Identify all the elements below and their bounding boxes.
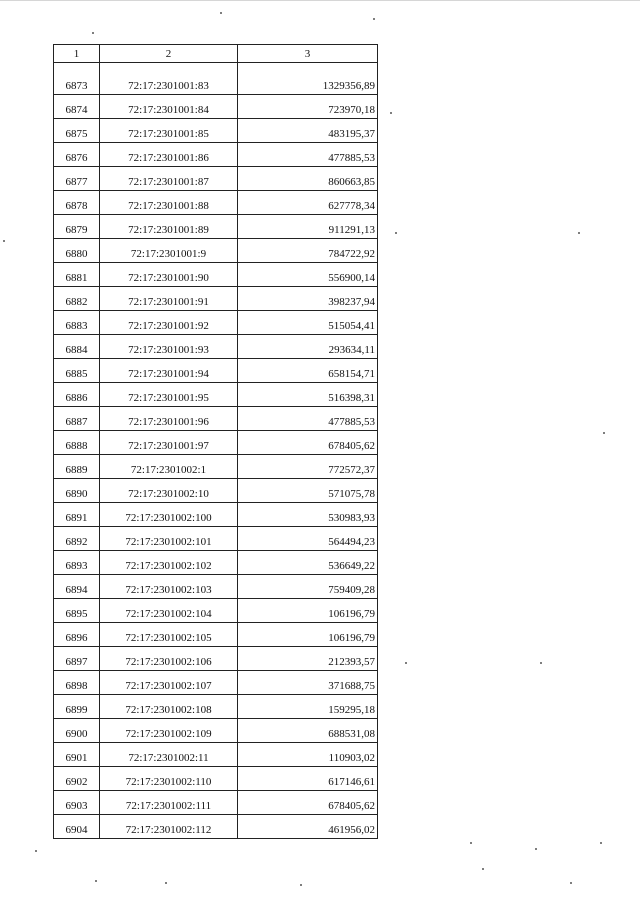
cadastral-number: 72:17:2301001:87 [100,167,238,191]
row-number: 6878 [54,191,100,215]
table-row [54,359,378,383]
cadastral-number: 72:17:2301001:90 [100,263,238,287]
table-row [54,287,378,311]
cadastral-number: 72:17:2301002:10 [100,479,238,503]
scan-speck [220,12,222,14]
table-row [54,143,378,167]
scan-speck [540,662,542,664]
cadastral-value: 556900,14 [238,263,378,287]
cadastral-number: 72:17:2301001:85 [100,119,238,143]
table-row [54,671,378,695]
row-number: 6885 [54,359,100,383]
scan-speck [603,432,605,434]
scan-speck [95,880,97,882]
cadastral-value: 723970,18 [238,95,378,119]
scan-speck [578,232,580,234]
table-row [54,167,378,191]
cadastral-value: 515054,41 [238,311,378,335]
cadastral-number: 72:17:2301001:86 [100,143,238,167]
row-number: 6904 [54,815,100,839]
table-row [54,503,378,527]
cadastral-value: 772572,37 [238,455,378,479]
cadastral-number: 72:17:2301001:9 [100,239,238,263]
scan-speck [395,232,397,234]
table-row [54,215,378,239]
cadastral-number: 72:17:2301002:103 [100,575,238,599]
scan-speck [482,868,484,870]
table-row [54,431,378,455]
scan-speck [470,842,472,844]
row-number: 6884 [54,335,100,359]
row-number: 6892 [54,527,100,551]
cadastral-number: 72:17:2301001:94 [100,359,238,383]
row-number: 6897 [54,647,100,671]
cadastral-number: 72:17:2301002:112 [100,815,238,839]
cadastral-number: 72:17:2301002:101 [100,527,238,551]
table-row [54,335,378,359]
row-number: 6876 [54,143,100,167]
scan-speck [600,842,602,844]
row-number: 6883 [54,311,100,335]
cadastral-number: 72:17:2301002:111 [100,791,238,815]
cadastral-value: 483195,37 [238,119,378,143]
cadastral-value: 159295,18 [238,695,378,719]
row-number: 6886 [54,383,100,407]
cadastral-value: 106196,79 [238,623,378,647]
cadastral-value: 627778,34 [238,191,378,215]
row-number: 6899 [54,695,100,719]
cadastral-number: 72:17:2301002:11 [100,743,238,767]
table-row [54,743,378,767]
cadastral-value: 564494,23 [238,527,378,551]
cadastral-number: 72:17:2301001:96 [100,407,238,431]
table-row [54,191,378,215]
table-header-row [54,45,378,63]
row-number: 6873 [54,63,100,95]
cadastral-number: 72:17:2301001:95 [100,383,238,407]
cadastral-value: 759409,28 [238,575,378,599]
table-row [54,383,378,407]
table-row [54,95,378,119]
table-row [54,551,378,575]
cadastral-value: 688531,08 [238,719,378,743]
cadastral-value: 398237,94 [238,287,378,311]
cadastral-value: 571075,78 [238,479,378,503]
row-number: 6879 [54,215,100,239]
cadastral-number: 72:17:2301001:83 [100,63,238,95]
table-row [54,719,378,743]
table-row [54,479,378,503]
table-row [54,791,378,815]
table-row [54,311,378,335]
row-number: 6896 [54,623,100,647]
table-row [54,767,378,791]
row-number: 6888 [54,431,100,455]
cadastral-value: 110903,02 [238,743,378,767]
column-header-cadastral-number: 2 [100,45,238,63]
cadastral-value: 784722,92 [238,239,378,263]
row-number: 6875 [54,119,100,143]
row-number: 6881 [54,263,100,287]
table-row [54,647,378,671]
table-row [54,623,378,647]
row-number: 6895 [54,599,100,623]
row-number: 6903 [54,791,100,815]
table-row [54,407,378,431]
cadastral-number: 72:17:2301002:1 [100,455,238,479]
column-header-value: 3 [238,45,378,63]
table-row [54,455,378,479]
row-number: 6891 [54,503,100,527]
table-body [54,63,378,839]
cadastral-value: 617146,61 [238,767,378,791]
cadastral-value: 860663,85 [238,167,378,191]
cadastral-value: 1329356,89 [238,63,378,95]
cadastral-value: 536649,22 [238,551,378,575]
cadastral-number: 72:17:2301002:109 [100,719,238,743]
row-number: 6874 [54,95,100,119]
row-number: 6901 [54,743,100,767]
cadastral-number: 72:17:2301002:108 [100,695,238,719]
row-number: 6893 [54,551,100,575]
cadastral-number: 72:17:2301002:104 [100,599,238,623]
scan-speck [390,112,392,114]
row-number: 6882 [54,287,100,311]
table-row [54,263,378,287]
table-row [54,119,378,143]
scan-speck [405,662,407,664]
cadastral-number: 72:17:2301001:92 [100,311,238,335]
scan-speck [35,850,37,852]
cadastral-value: 678405,62 [238,431,378,455]
cadastral-number: 72:17:2301001:93 [100,335,238,359]
cadastral-value: 516398,31 [238,383,378,407]
row-number: 6877 [54,167,100,191]
table-row [54,695,378,719]
scan-edge [0,0,640,1]
table-row [54,599,378,623]
scan-speck [373,18,375,20]
cadastral-value: 658154,71 [238,359,378,383]
table-row [54,575,378,599]
cadastral-value: 461956,02 [238,815,378,839]
table-row [54,239,378,263]
row-number: 6880 [54,239,100,263]
cadastral-number: 72:17:2301002:107 [100,671,238,695]
cadastral-value: 293634,11 [238,335,378,359]
cadastral-value-table [53,44,378,839]
table-row [54,527,378,551]
scan-speck [3,240,5,242]
table-row [54,815,378,839]
cadastral-number: 72:17:2301001:88 [100,191,238,215]
row-number: 6898 [54,671,100,695]
cadastral-number: 72:17:2301002:102 [100,551,238,575]
cadastral-value: 106196,79 [238,599,378,623]
scan-speck [570,882,572,884]
table-row [54,63,378,95]
cadastral-value: 212393,57 [238,647,378,671]
cadastral-value: 911291,13 [238,215,378,239]
cadastral-number: 72:17:2301001:97 [100,431,238,455]
cadastral-value: 530983,93 [238,503,378,527]
row-number: 6894 [54,575,100,599]
cadastral-number: 72:17:2301001:89 [100,215,238,239]
row-number: 6890 [54,479,100,503]
column-header-number: 1 [54,45,100,63]
cadastral-number: 72:17:2301002:100 [100,503,238,527]
cadastral-value: 371688,75 [238,671,378,695]
cadastral-number: 72:17:2301001:91 [100,287,238,311]
cadastral-number: 72:17:2301002:105 [100,623,238,647]
cadastral-value: 477885,53 [238,407,378,431]
row-number: 6900 [54,719,100,743]
cadastral-number: 72:17:2301002:106 [100,647,238,671]
cadastral-number: 72:17:2301002:110 [100,767,238,791]
scan-speck [165,882,167,884]
row-number: 6889 [54,455,100,479]
cadastral-value: 678405,62 [238,791,378,815]
row-number: 6902 [54,767,100,791]
row-number: 6887 [54,407,100,431]
scan-speck [535,848,537,850]
scan-speck [92,32,94,34]
cadastral-number: 72:17:2301001:84 [100,95,238,119]
scan-speck [300,884,302,886]
cadastral-value: 477885,53 [238,143,378,167]
